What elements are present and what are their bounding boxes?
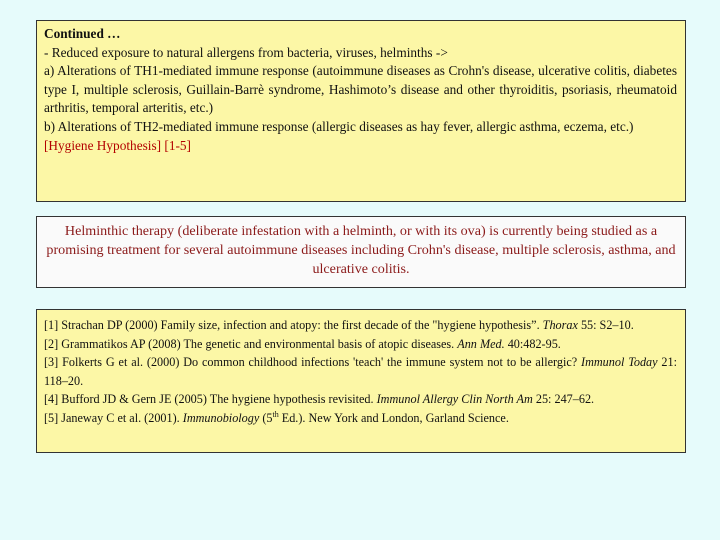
journal-name: Immunol Allergy Clin North Am — [376, 392, 533, 406]
reduced-exposure-line: - Reduced exposure to natural allergens from bacteria, viruses, helminths -> — [44, 44, 448, 60]
reference-5: [5] Janeway C et al. (2001). Immunobiology (5th Ed.). New York and London, Garland Science. — [44, 409, 509, 425]
helminthic-therapy-box — [36, 216, 686, 288]
hypothesis-refs: [1-5] — [164, 137, 191, 153]
helminthic-therapy-text: Helminthic therapy (deliberate infestation with a helminth, or with its ova) is currently being studied as a promising treatment for several autoimmune diseases including Crohn's disease, multiple sclerosis, asthma, and ulcerative colitis. — [46, 223, 676, 278]
journal-name: Ann Med. — [457, 336, 505, 351]
reference-1: [1] Strachan DP (2000) Family size, infection and atopy: the first decade of the "hygiene hypothesis”. Thorax 55: S2–10. — [44, 318, 634, 332]
reference-4: [4] Bufford JD & Gern JE (2005) The hygiene hypothesis revisited. Immunol Allergy Clin North Am 25: 247–62. — [44, 392, 595, 406]
reference-2: [2] Grammatikos AP (2008) The genetic and environmental basis of atopic diseases. Ann Med. 40:482-95. — [44, 336, 561, 351]
hypothesis-line — [44, 137, 677, 156]
journal-name: Thorax — [542, 318, 578, 332]
book-title: Immunobiology — [182, 410, 260, 425]
hypothesis-label: [Hygiene Hypothesis] — [44, 137, 162, 153]
references-box — [36, 309, 686, 453]
continued-title: Continued … — [44, 26, 121, 41]
th1-paragraph: a) Alterations of TH1-mediated immune response (autoimmune diseases as Crohn's disease, ulcerative colitis, diabetes type I, multiple sclerosis, Guillain-Barrè syndrome, Hashimoto’s disease and other thyroiditis, psoriasis, rheumatoid arthritis, temporal arteritis, etc.) — [44, 63, 677, 116]
journal-name: Immunol Today — [581, 355, 658, 369]
th2-paragraph: b) Alterations of TH2-mediated immune response (allergic diseases as hay fever, allergic asthma, eczema, etc.) — [44, 118, 634, 134]
reference-3: [3] Folkerts G et al. (2000) Do common childhood infections 'teach' the immune system not to be allergic? Immunol Today 21: 118–20. — [44, 355, 677, 388]
hygiene-hypothesis-box — [36, 20, 686, 202]
